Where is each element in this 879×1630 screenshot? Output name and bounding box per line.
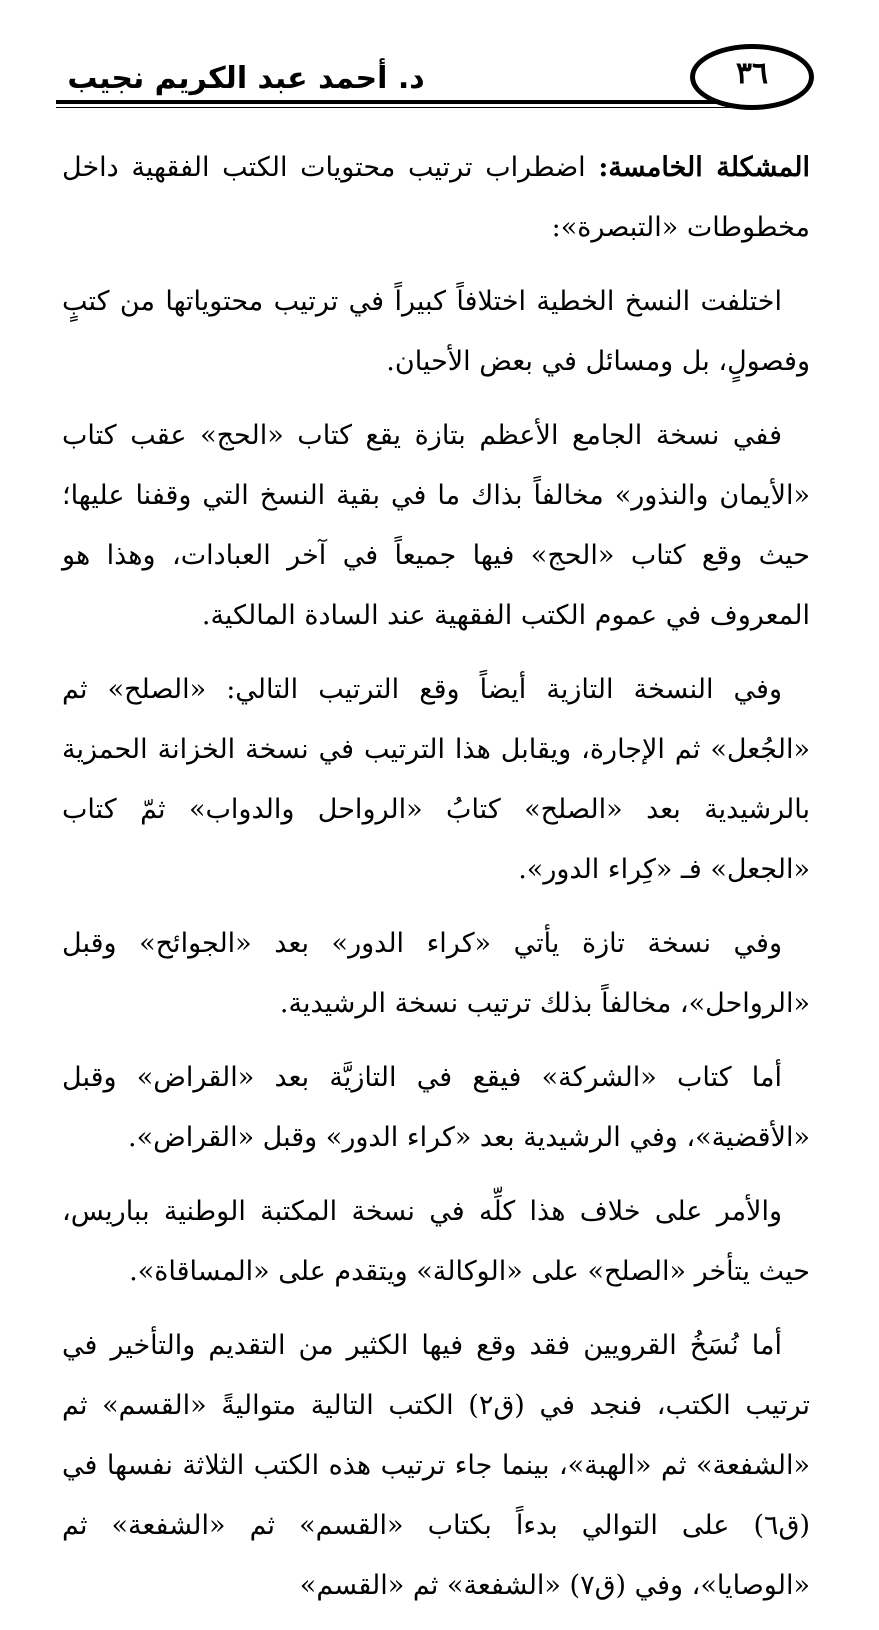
paragraph: اختلفت النسخ الخطية اختلافاً كبيراً في ترتيب محتوياتها من كتبٍ وفصولٍ، بل ومسائل في بعض الأحيان. bbox=[62, 286, 810, 377]
page-number: ٣٦ bbox=[735, 56, 769, 91]
paragraph: وفي النسخة التازية أيضاً وقع الترتيب التالي: «الصلح» ثم «الجُعل» ثم الإجارة، ويقابل هذا الترتيب في نسخة الخزانة الحمزية بالرشيدية بعد «الصلح» كتابُ «الرواحل والدواب» ثمّ كتاب «الجعل» فـ «كِراء الدور». bbox=[62, 674, 810, 885]
header-rule-thin bbox=[56, 107, 744, 108]
author-name: د. أحمد عبد الكريم نجيب bbox=[67, 61, 425, 96]
paragraph: والأمر على خلاف هذا كلِّه في نسخة المكتبة الوطنية بباريس، حيث يتأخر «الصلح» على «الوكالة» ويتقدم على «المساقاة». bbox=[62, 1196, 810, 1287]
header-rule bbox=[56, 100, 744, 104]
paragraph: أما كتاب «الشركة» فيقع في التازيَّة بعد «القراض» وقبل «الأقضية»، وفي الرشيدية بعد «كراء الدور» وقبل «القراض». bbox=[62, 1062, 810, 1153]
paragraph: أما نُسَخُ القرويين فقد وقع فيها الكثير من التقديم والتأخير في ترتيب الكتب، فنجد في (ق٢) الكتب التالية متواليةً «القسم» ثم «الشفعة» ثم «الهبة»، بينما جاء ترتيب هذه الكتب الثلاثة نفسها في (ق٦) على التوالي بدءاً بكتاب «القسم» ثم «الشفعة» ثم «الوصايا»، وفي (ق٧) «الشفعة» ثم «القسم» bbox=[62, 1330, 810, 1601]
problem-label: المشكلة الخامسة: bbox=[598, 152, 810, 183]
paragraph: ففي نسخة الجامع الأعظم بتازة يقع كتاب «الحج» عقب كتاب «الأيمان والنذور» مخالفاً بذاك ما في بقية النسخ التي وقفنا عليها؛ حيث وقع كتاب «الحج» فيها جميعاً في آخر العبادات، وهذا هو المعروف في عموم الكتب الفقهية عند السادة المالكية. bbox=[62, 420, 810, 631]
page-header bbox=[56, 44, 826, 114]
problem-text: اضطراب ترتيب محتويات الكتب الفقهية داخل مخطوطات «التبصرة»: bbox=[62, 152, 810, 243]
page-body bbox=[62, 138, 810, 1630]
problem-heading bbox=[62, 138, 810, 258]
paragraph: وفي نسخة تازة يأتي «كراء الدور» بعد «الجوائح» وقبل «الرواحل»، مخالفاً بذلك ترتيب نسخة الرشيدية. bbox=[62, 928, 810, 1019]
